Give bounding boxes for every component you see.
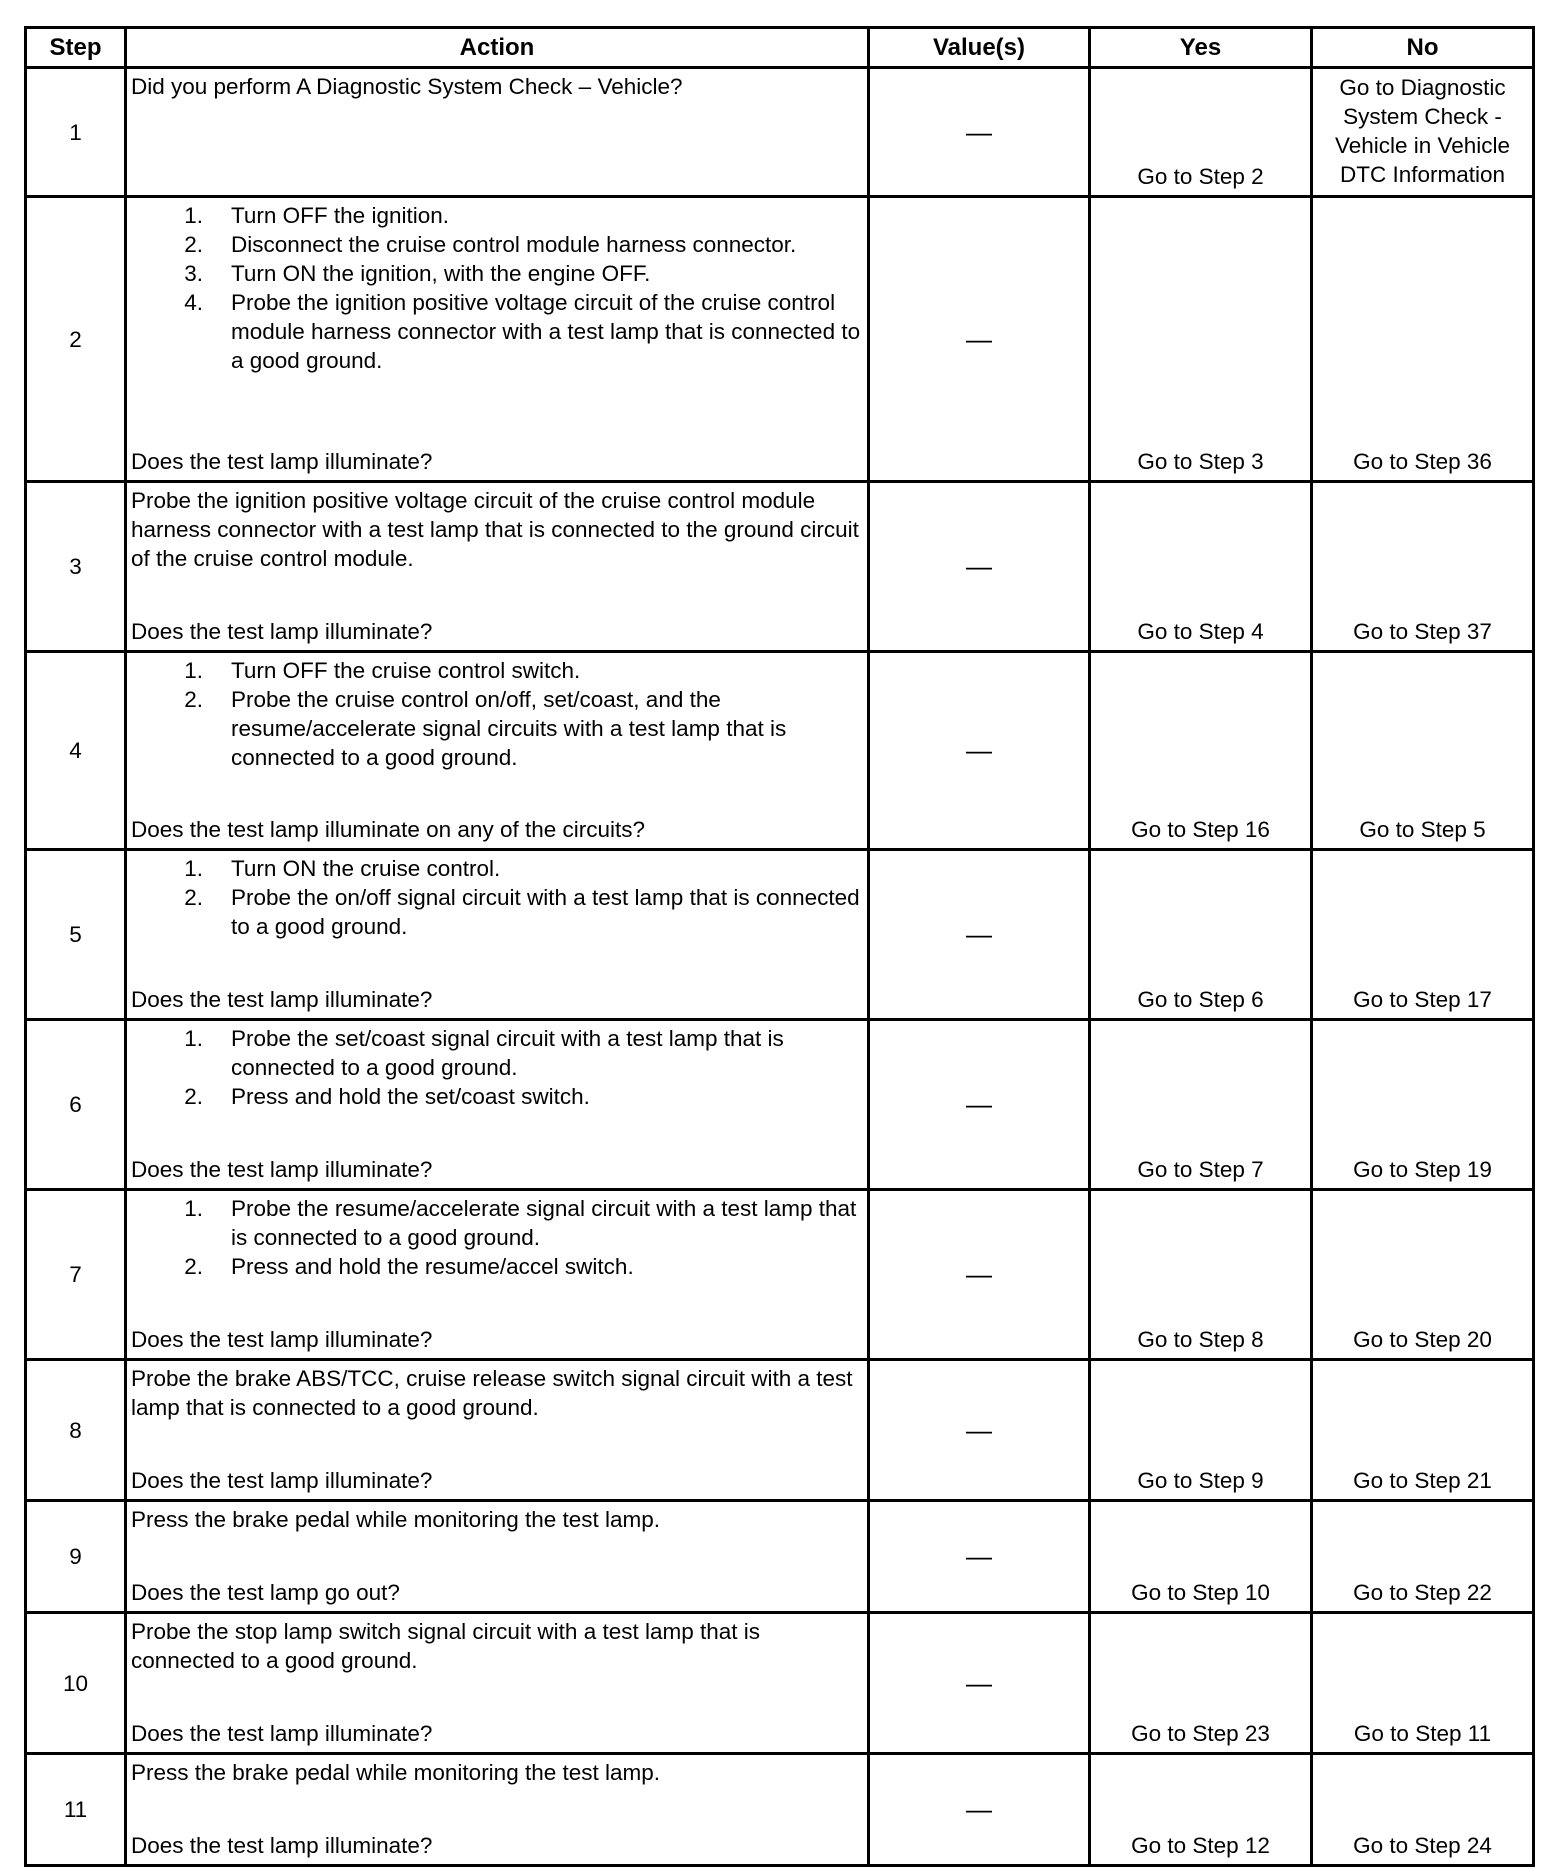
value-cell: —	[869, 1613, 1090, 1754]
action-question: Does the test lamp illuminate?	[131, 1157, 433, 1182]
substep-text: Probe the on/off signal circuit with a test lamp that is connected to a good ground.	[231, 885, 860, 939]
table-row	[26, 68, 1534, 197]
table-row	[26, 652, 1534, 850]
no-cell: Go to Step 36	[1312, 197, 1534, 482]
action-substeps	[131, 854, 863, 941]
step-number: 1	[26, 68, 126, 197]
action-cell	[126, 1020, 869, 1190]
table-row	[26, 482, 1534, 652]
list-item	[131, 1194, 863, 1252]
table-row	[26, 850, 1534, 1020]
no-cell: Go to Step 17	[1312, 850, 1534, 1020]
no-cell: Go to Step 37	[1312, 482, 1534, 652]
substep-number: 1.	[184, 1196, 203, 1221]
list-item	[131, 685, 863, 772]
substep-text: Turn ON the cruise control.	[231, 856, 501, 881]
no-cell: Go to Step 5	[1312, 652, 1534, 850]
list-item	[131, 656, 863, 685]
step-number: 2	[26, 197, 126, 482]
substep-number: 1.	[184, 856, 203, 881]
substep-number: 2.	[184, 687, 203, 712]
list-item	[131, 288, 863, 375]
substep-text: Press and hold the resume/accel switch.	[231, 1254, 634, 1279]
yes-cell: Go to Step 3	[1090, 197, 1312, 482]
substep-number: 2.	[184, 885, 203, 910]
substep-number: 1.	[184, 1026, 203, 1051]
list-item	[131, 1024, 863, 1082]
step-number: 4	[26, 652, 126, 850]
action-text: Press the brake pedal while monitoring the test lamp.	[131, 1760, 661, 1785]
action-question: Does the test lamp illuminate?	[131, 1721, 433, 1746]
no-cell: Go to Step 19	[1312, 1020, 1534, 1190]
value-cell: —	[869, 1360, 1090, 1501]
no-cell: Go to Step 22	[1312, 1501, 1534, 1613]
value-cell: —	[869, 850, 1090, 1020]
header-no: No	[1312, 28, 1534, 68]
substep-text: Disconnect the cruise control module harness connector.	[231, 232, 797, 257]
yes-cell: Go to Step 23	[1090, 1613, 1312, 1754]
action-substeps	[131, 1194, 863, 1281]
no-cell: Go to Diagnostic System Check - Vehicle in Vehicle DTC Information	[1312, 68, 1534, 197]
action-question: Does the test lamp illuminate?	[131, 1327, 433, 1352]
step-number: 10	[26, 1613, 126, 1754]
header-yes: Yes	[1090, 28, 1312, 68]
substep-text: Probe the cruise control on/off, set/coast, and the resume/accelerate signal circuits with a test lamp that is connected to a good ground.	[231, 687, 787, 770]
step-number: 6	[26, 1020, 126, 1190]
yes-cell: Go to Step 7	[1090, 1020, 1312, 1190]
yes-cell: Go to Step 9	[1090, 1360, 1312, 1501]
step-number: 7	[26, 1190, 126, 1360]
action-question: Does the test lamp go out?	[131, 1580, 400, 1605]
action-question: Does the test lamp illuminate?	[131, 1468, 433, 1493]
yes-cell: Go to Step 4	[1090, 482, 1312, 652]
header-step: Step	[26, 28, 126, 68]
action-question: Does the test lamp illuminate?	[131, 987, 433, 1012]
action-question: Does the test lamp illuminate on any of the circuits?	[131, 817, 646, 842]
action-text: Press the brake pedal while monitoring the test lamp.	[131, 1507, 661, 1532]
table-row	[26, 1020, 1534, 1190]
list-item	[131, 1252, 863, 1281]
header-values: Value(s)	[869, 28, 1090, 68]
action-cell	[126, 1190, 869, 1360]
substep-text: Probe the ignition positive voltage circuit of the cruise control module harness connector with a test lamp that is connected to a good ground.	[231, 290, 861, 373]
step-number: 8	[26, 1360, 126, 1501]
action-cell	[126, 197, 869, 482]
action-text: Did you perform A Diagnostic System Check – Vehicle?	[131, 74, 683, 99]
action-cell	[126, 850, 869, 1020]
value-cell: —	[869, 652, 1090, 850]
step-number: 5	[26, 850, 126, 1020]
substep-number: 2.	[184, 1084, 203, 1109]
value-cell: —	[869, 1501, 1090, 1613]
action-substeps	[131, 1024, 863, 1111]
action-question: Does the test lamp illuminate?	[131, 619, 433, 644]
yes-cell: Go to Step 10	[1090, 1501, 1312, 1613]
step-number: 11	[26, 1754, 126, 1866]
action-cell	[126, 652, 869, 850]
substep-text: Turn ON the ignition, with the engine OFF.	[231, 261, 651, 286]
value-cell: —	[869, 197, 1090, 482]
substep-number: 1.	[184, 658, 203, 683]
action-question: Does the test lamp illuminate?	[131, 449, 433, 474]
substep-number: 4.	[184, 290, 203, 315]
action-text: Probe the brake ABS/TCC, cruise release switch signal circuit with a test lamp that is connected to a good ground.	[131, 1366, 853, 1420]
yes-cell: Go to Step 12	[1090, 1754, 1312, 1866]
step-number: 3	[26, 482, 126, 652]
list-item	[131, 883, 863, 941]
action-substeps	[131, 656, 863, 772]
action-text: Probe the stop lamp switch signal circuit with a test lamp that is connected to a good ground.	[131, 1619, 761, 1673]
table-row	[26, 1190, 1534, 1360]
action-cell	[126, 1613, 869, 1754]
yes-cell: Go to Step 2	[1090, 68, 1312, 197]
list-item	[131, 230, 863, 259]
value-cell: —	[869, 482, 1090, 652]
header-row	[26, 28, 1534, 68]
list-item	[131, 259, 863, 288]
table-row	[26, 1613, 1534, 1754]
substep-text: Turn OFF the cruise control switch.	[231, 658, 581, 683]
substep-text: Probe the resume/accelerate signal circuit with a test lamp that is connected to a good ground.	[231, 1196, 857, 1250]
action-cell	[126, 68, 869, 197]
value-cell: —	[869, 68, 1090, 197]
table-row	[26, 1360, 1534, 1501]
substep-number: 3.	[184, 261, 203, 286]
list-item	[131, 201, 863, 230]
list-item	[131, 854, 863, 883]
no-cell: Go to Step 20	[1312, 1190, 1534, 1360]
substep-number: 2.	[184, 232, 203, 257]
yes-cell: Go to Step 6	[1090, 850, 1312, 1020]
substep-text: Probe the set/coast signal circuit with a test lamp that is connected to a good ground.	[231, 1026, 784, 1080]
action-cell	[126, 1360, 869, 1501]
no-cell: Go to Step 21	[1312, 1360, 1534, 1501]
action-cell	[126, 1501, 869, 1613]
substep-number: 1.	[184, 203, 203, 228]
substep-number: 2.	[184, 1254, 203, 1279]
table-body	[26, 68, 1534, 1866]
action-question: Does the test lamp illuminate?	[131, 1833, 433, 1858]
no-cell: Go to Step 11	[1312, 1613, 1534, 1754]
list-item	[131, 1082, 863, 1111]
substep-text: Press and hold the set/coast switch.	[231, 1084, 590, 1109]
yes-cell: Go to Step 16	[1090, 652, 1312, 850]
action-cell	[126, 1754, 869, 1866]
action-substeps	[131, 201, 863, 375]
diagnostic-table	[24, 26, 1535, 1867]
step-number: 9	[26, 1501, 126, 1613]
action-cell	[126, 482, 869, 652]
value-cell: —	[869, 1190, 1090, 1360]
table-row	[26, 1754, 1534, 1866]
value-cell: —	[869, 1020, 1090, 1190]
table-row	[26, 1501, 1534, 1613]
value-cell: —	[869, 1754, 1090, 1866]
table-row	[26, 197, 1534, 482]
header-action: Action	[126, 28, 869, 68]
action-text: Probe the ignition positive voltage circuit of the cruise control module harness connector with a test lamp that is connected to the ground circuit of the cruise control module.	[131, 488, 859, 571]
no-cell: Go to Step 24	[1312, 1754, 1534, 1866]
substep-text: Turn OFF the ignition.	[231, 203, 450, 228]
yes-cell: Go to Step 8	[1090, 1190, 1312, 1360]
